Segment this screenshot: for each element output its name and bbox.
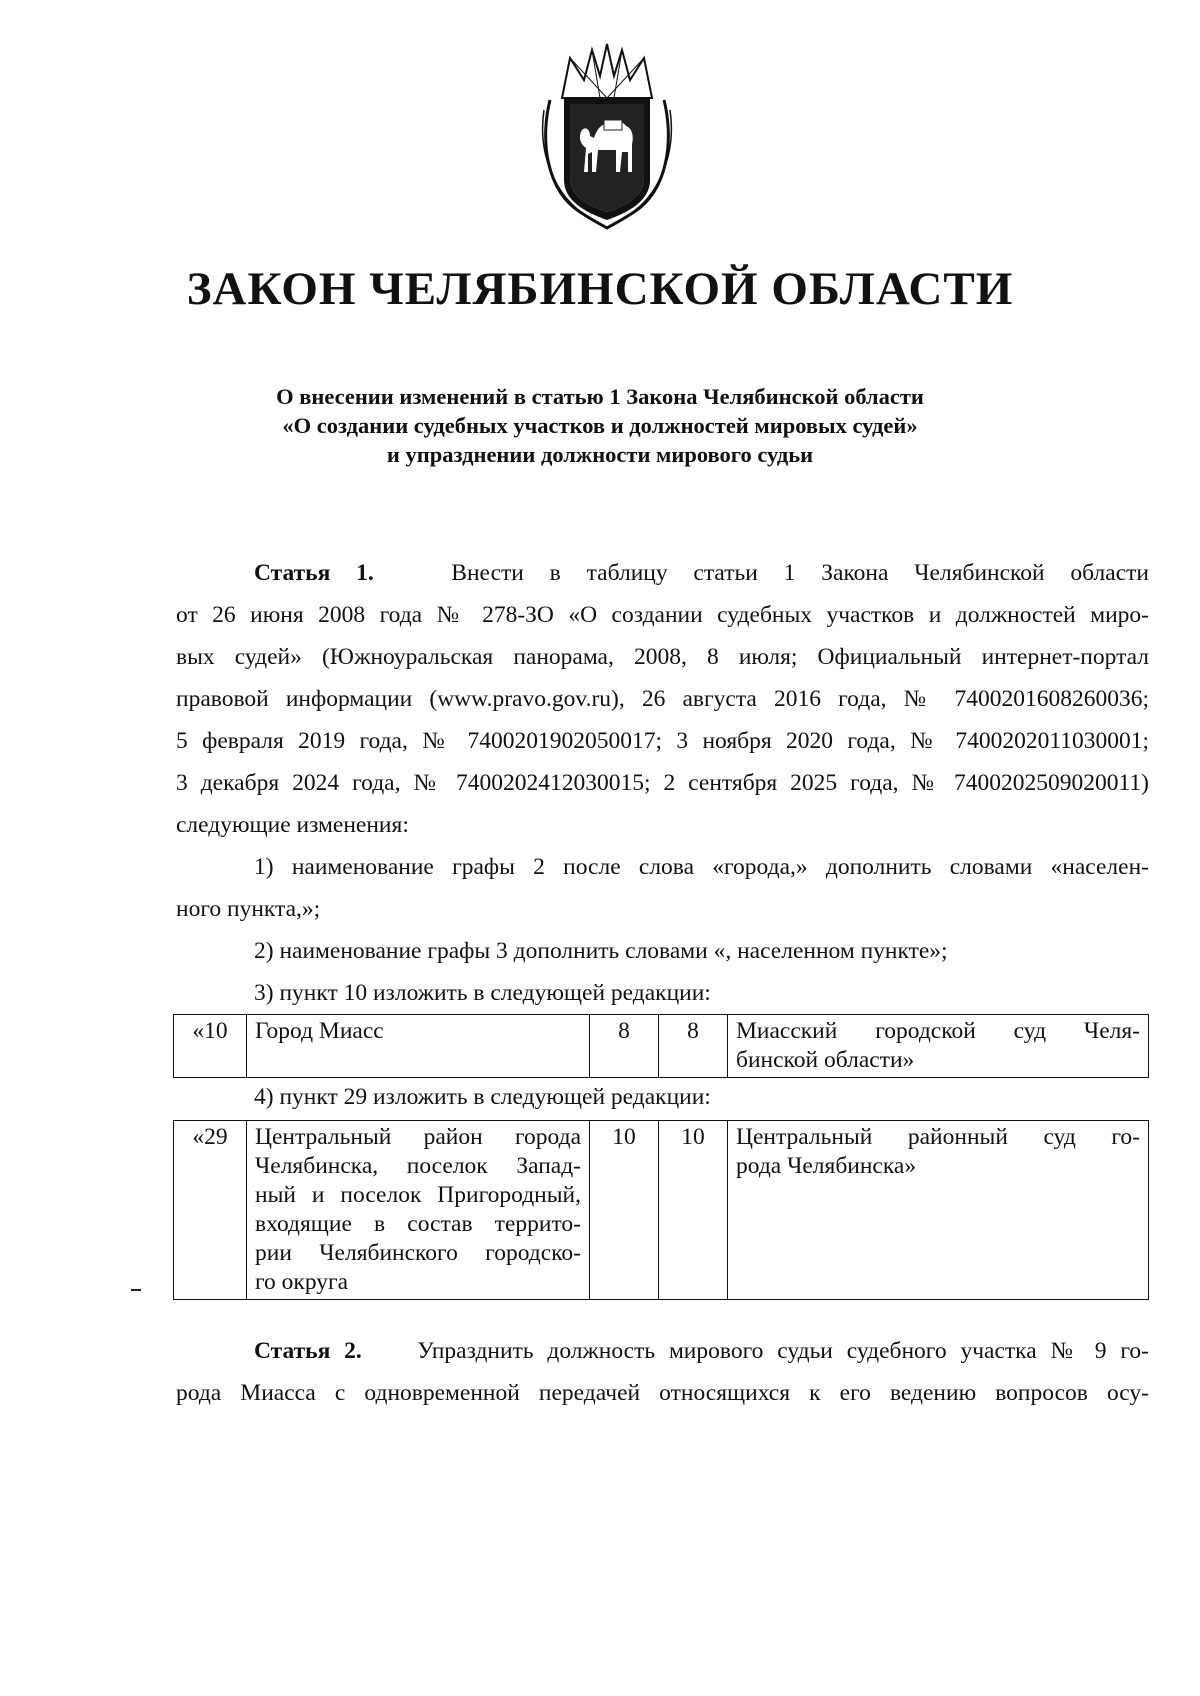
- text-line: Упразднить должность мирового судьи судебного участка № 9 го-: [417, 1338, 1150, 1364]
- article-2-label: Статья 2.: [254, 1338, 362, 1364]
- text-line: 3 декабря 2024 года, № 7400202412030015; 2 сентября 2025 года, № 7400202509020011): [176, 770, 1149, 796]
- table-cell-court: [728, 1015, 1149, 1078]
- item-3: 3) пункт 10 изложить в следующей редакции:: [254, 980, 711, 1006]
- item-2: 2) наименование графы 3 дополнить словами «, населенном пункте»;: [254, 938, 948, 964]
- table-cell-col4: 8: [659, 1015, 728, 1078]
- coat-of-arms-emblem: [540, 40, 674, 230]
- place-line: ный и поселок Пригородный,: [255, 1182, 581, 1208]
- table-cell-place: [247, 1121, 590, 1300]
- place-line: Челябинска, поселок Запад-: [255, 1153, 581, 1179]
- text-line: следующие изменения:: [176, 812, 409, 838]
- text-line: от 26 июня 2008 года № 278-ЗО «О создании судебных участков и должностей миро-: [176, 602, 1149, 628]
- subtitle-line: «О создании судебных участков и должностей мировых судей»: [282, 413, 918, 438]
- text-line: вых судей» (Южноуральская панорама, 2008, 8 июля; Официальный интернет-портал: [176, 644, 1149, 670]
- place-line: Центральный район города: [255, 1124, 581, 1150]
- subtitle-line: и упразднении должности мирового судьи: [386, 442, 814, 467]
- place-line: го округа: [255, 1269, 349, 1295]
- table-row: [174, 1121, 1149, 1300]
- court-line: Миасский городской суд Челя-: [736, 1018, 1140, 1044]
- article-2: [176, 1330, 1149, 1414]
- table-cell-num: «29: [174, 1121, 247, 1300]
- law-subtitle: [0, 382, 1200, 469]
- table-cell-place: Город Миасс: [247, 1015, 590, 1078]
- court-line: Центральный районный суд го-: [736, 1124, 1140, 1150]
- place-line: входящие в состав террито-: [255, 1211, 581, 1237]
- subtitle-line: О внесении изменений в статью 1 Закона Челябинской области: [276, 384, 924, 409]
- table-cell-col3: 8: [590, 1015, 659, 1078]
- table-cell-col4: 10: [659, 1121, 728, 1300]
- item-4: 4) пункт 29 изложить в следующей редакции:: [254, 1084, 711, 1110]
- article-1: [176, 552, 1149, 1014]
- text-line: 5 февраля 2019 года, № 7400201902050017; 3 ноября 2020 года, № 7400202011030001;: [176, 728, 1149, 754]
- item-4-block: [176, 1076, 1149, 1118]
- article-1-label: Статья 1.: [254, 560, 374, 586]
- item-1-line: 1) наименование графы 2 после слова «города,» дополнить словами «населен-: [254, 854, 1149, 880]
- article-2-first-line: [176, 1330, 1149, 1372]
- table-item-29: [173, 1120, 1149, 1300]
- table-row: [174, 1015, 1149, 1078]
- law-title: ЗАКОН ЧЕЛЯБИНСКОЙ ОБЛАСТИ: [186, 263, 1014, 315]
- text-line: Внести в таблицу статьи 1 Закона Челябинской области: [451, 560, 1149, 586]
- place-line: рии Челябинского городско-: [255, 1240, 581, 1266]
- item-1-line: ного пункта,»;: [176, 896, 321, 922]
- table-item-10: [173, 1014, 1149, 1078]
- margin-mark: [131, 1289, 141, 1291]
- table-cell-num: «10: [174, 1015, 247, 1078]
- text-line: рода Миасса с одновременной передачей относящихся к его ведению вопросов осу-: [176, 1380, 1149, 1406]
- text-line: правовой информации (www.pravo.gov.ru), 26 августа 2016 года, № 7400201608260036;: [176, 686, 1149, 712]
- court-line: бинской области»: [736, 1047, 915, 1073]
- table-cell-col3: 10: [590, 1121, 659, 1300]
- court-line: рода Челябинска»: [736, 1153, 917, 1179]
- article-1-first-line: [176, 552, 1149, 594]
- table-cell-court: [728, 1121, 1149, 1300]
